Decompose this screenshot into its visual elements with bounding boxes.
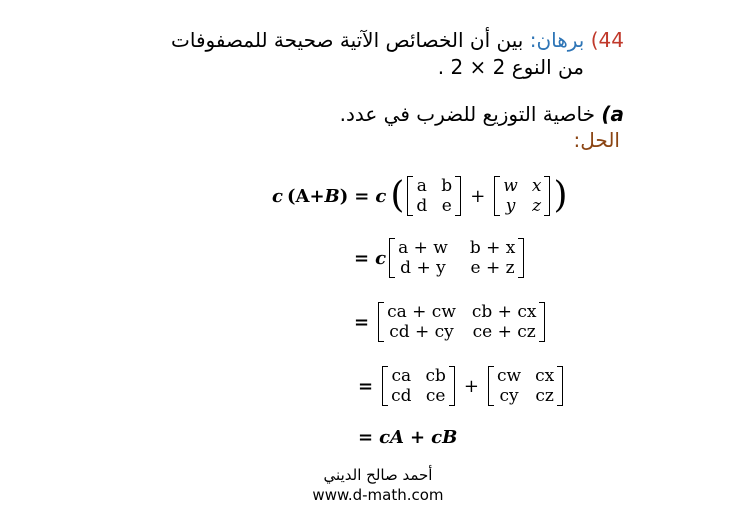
matrix-B-symbol: B: [324, 185, 340, 207]
problem-number: 44): [590, 28, 624, 52]
bracket-right: [557, 366, 563, 406]
matrix-sum: [389, 238, 524, 278]
matrix-cell: ce: [425, 386, 446, 406]
author-name: أحمد صالح الديني: [323, 466, 433, 484]
equation-line-3: [348, 302, 548, 342]
scalar-c: c: [375, 247, 387, 269]
equation-line-4: [352, 366, 566, 406]
website-url: www.d-math.com: [312, 486, 444, 504]
matrix-cell: cw: [497, 366, 522, 386]
solution-label: الحل:: [573, 128, 620, 152]
matrix-cell: b: [441, 176, 453, 196]
matrix-cB: [488, 366, 563, 406]
bracket-right: [449, 366, 455, 406]
matrix-cell: w: [503, 176, 518, 196]
term-cB: cB: [431, 426, 458, 448]
equals-sign: =: [358, 375, 374, 397]
matrix-cell: x: [531, 176, 542, 196]
term-cA: cA: [379, 426, 405, 448]
problem-statement: [171, 28, 624, 52]
matrix-cell: cy: [499, 386, 519, 406]
left-paren: (: [390, 175, 405, 216]
matrix-distributed: [378, 302, 545, 342]
problem-label: برهان:: [529, 28, 585, 52]
part-a: [340, 102, 624, 126]
matrix-A: [407, 176, 461, 216]
right-paren: ): [553, 175, 568, 216]
problem-text-line2: من النوع 2 × 2 .: [437, 55, 584, 79]
equals-sign: =: [354, 311, 370, 333]
bracket-right: [539, 302, 545, 342]
part-a-letter: a): [601, 102, 624, 126]
bracket-right: [455, 176, 461, 216]
equation-line-2: [348, 238, 527, 278]
sum-close: ): [339, 185, 349, 207]
plus-sign: +: [463, 375, 479, 397]
matrix-cell: a: [416, 176, 427, 196]
matrix-B: [494, 176, 550, 216]
matrix-cell: cb + cx: [471, 302, 537, 322]
matrix-cell: e: [441, 196, 452, 216]
matrix-cell: cx: [535, 366, 555, 386]
equals-sign: =: [358, 426, 374, 448]
matrix-cell: ce + cz: [472, 322, 536, 342]
equals-sign: =: [354, 185, 370, 207]
problem-text-line1: بين أن الخصائص الآتية صحيحة للمصفوفات: [171, 28, 524, 52]
part-a-text: خاصية التوزيع للضرب في عدد.: [339, 102, 595, 126]
scalar-c: c: [272, 185, 283, 207]
plus-sign: +: [410, 426, 426, 448]
matrix-cell: cz: [535, 386, 554, 406]
scalar-c: c: [375, 185, 387, 207]
matrix-cell: ca + cw: [387, 302, 456, 322]
matrix-cell: ca: [391, 366, 412, 386]
matrix-cA: [382, 366, 455, 406]
matrix-cell: cd + cy: [389, 322, 454, 342]
sum-open: (A+: [286, 185, 325, 207]
bracket-right: [518, 238, 524, 278]
matrix-cell: b + x: [469, 238, 516, 258]
equation-line-1: [272, 176, 567, 216]
equals-sign: =: [354, 247, 370, 269]
matrix-cell: z: [532, 196, 542, 216]
matrix-cell: cd: [391, 386, 412, 406]
matrix-cell: y: [505, 196, 516, 216]
matrix-cell: d + y: [400, 258, 446, 278]
equation-line-5: [352, 424, 457, 450]
bracket-right: [544, 176, 550, 216]
matrix-cell: e + z: [470, 258, 515, 278]
matrix-cell: d: [416, 196, 428, 216]
matrix-cell: cb: [425, 366, 446, 386]
matrix-cell: a + w: [398, 238, 448, 258]
plus-sign: +: [470, 185, 486, 207]
